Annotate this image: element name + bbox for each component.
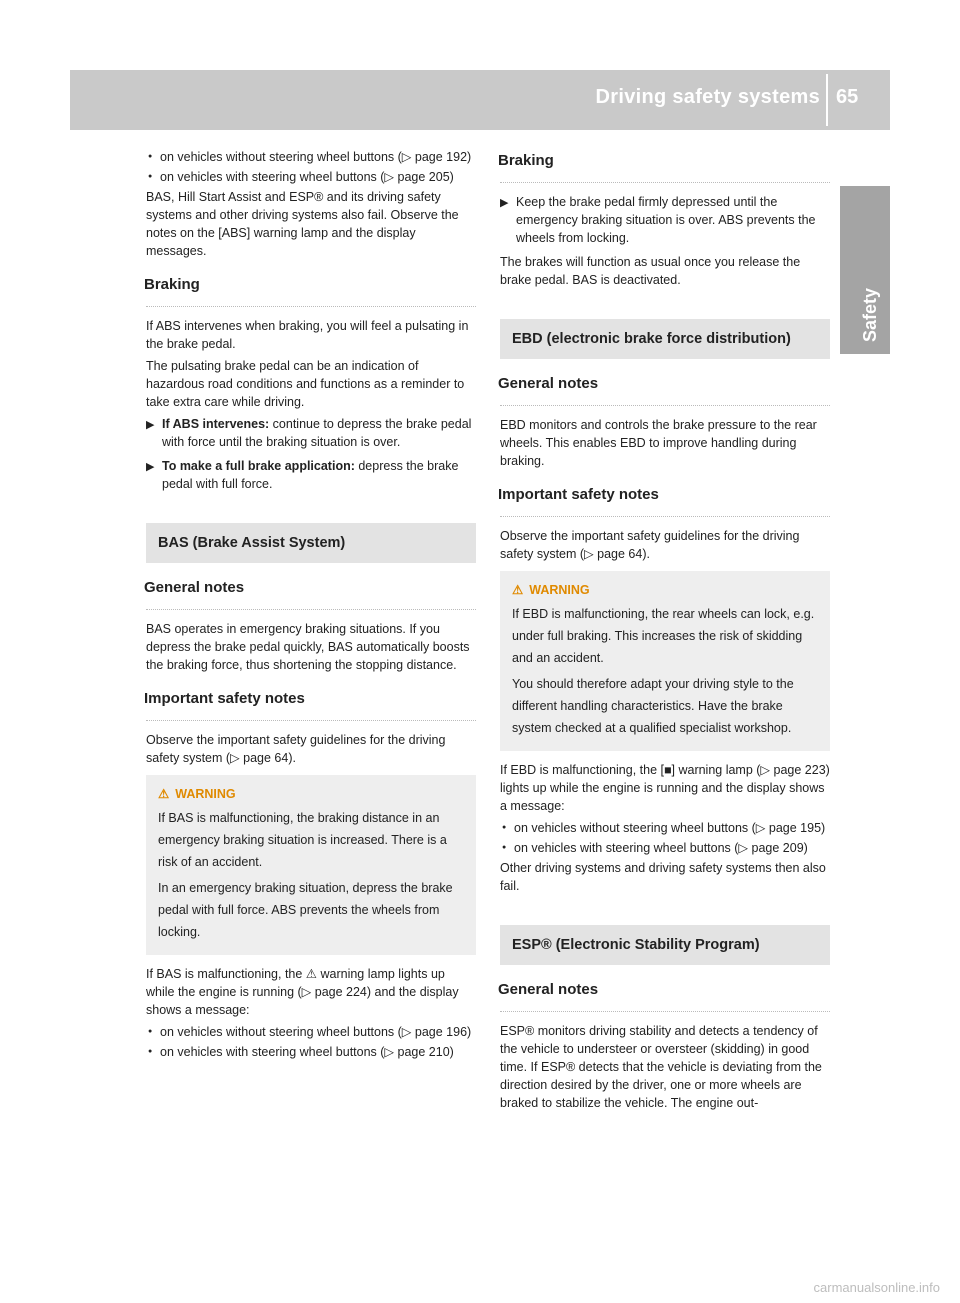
- list-item: ● on vehicles with steering wheel buttons (▷ page 205): [146, 168, 476, 186]
- watermark-footer: carmanualsonline.info: [813, 1280, 940, 1295]
- instruction-step: [500, 193, 830, 247]
- instruction-step-1: [146, 415, 476, 451]
- warning-triangle-icon: ⚠: [512, 583, 524, 597]
- warning-title-text: WARNING: [175, 787, 236, 801]
- side-tab-label: Safety: [860, 287, 880, 342]
- arrow-icon: ▶: [146, 419, 155, 431]
- braking-paragraph-1: If ABS intervenes when braking, you will feel a pulsating in the brake pedal.: [146, 319, 469, 351]
- list-item: ● on vehicles with steering wheel buttons (▷ page 209): [500, 839, 830, 857]
- section-bar-esp: ESP® (Electronic Stability Program): [500, 925, 830, 965]
- right-column: [500, 148, 830, 1116]
- page-number: 65: [836, 86, 859, 108]
- warning-paragraph-2: You should therefore adapt your driving style to the different handling characteristics. Have the brake system checked at a qualified specialist workshop.: [512, 677, 794, 735]
- divider: [146, 720, 476, 721]
- warning-triangle-icon: ⚠: [158, 787, 170, 801]
- warning-box: [146, 775, 476, 955]
- general-notes-heading: General notes: [498, 375, 599, 392]
- braking-paragraph-2: The pulsating brake pedal can be an indication of hazardous road conditions and functions as a reminder to take extra care while driving.: [146, 359, 465, 409]
- malfunction-after-text: Other driving systems and driving safety systems then also fail.: [500, 861, 826, 893]
- safety-text: Observe the important safety guidelines for the driving safety system (▷ page 64).: [500, 529, 800, 561]
- warning-title: [512, 579, 818, 601]
- instruction-step-2: [146, 457, 476, 493]
- divider: [146, 609, 476, 610]
- step-text: depress the brake pedal with full force.: [162, 459, 459, 491]
- braking-heading: Braking: [498, 152, 554, 169]
- list-item: ● on vehicles without steering wheel buttons (▷ page 196): [146, 1023, 476, 1041]
- malfunction-bullets: [500, 819, 830, 857]
- intro-bullets: [146, 148, 476, 186]
- header-separator: [826, 74, 828, 126]
- divider: [500, 182, 830, 183]
- warning-title: [158, 783, 464, 805]
- intro-text: BAS, Hill Start Assist and ESP® and its driving safety systems and other driving systems also fail. Observe the notes on the [ABS] warning lamp and the display messages.: [146, 190, 459, 258]
- esp-text: ESP® monitors driving stability and detects a tendency of the vehicle to understeer or oversteer (skidding) in good time. If ESP® detects that the vehicle is deviating from the direction desired by the driver, one or more wheels are braked to stabilize the vehicle. The engine out-: [500, 1024, 822, 1110]
- section-bar-ebd: EBD (electronic brake force distribution): [500, 319, 830, 359]
- malfunction-text: If EBD is malfunctioning, the [■] warning lamp (▷ page 223) lights up while the engine is running and the display shows a message:: [500, 763, 830, 813]
- divider: [500, 405, 830, 406]
- safety-text: Observe the important safety guidelines for the driving safety system (▷ page 64).: [146, 733, 446, 765]
- malfunction-text: If BAS is malfunctioning, the ⚠ warning lamp lights up while the engine is running (▷ page 224) and the display shows a message:: [146, 967, 459, 1017]
- warning-title-text: WARNING: [529, 583, 590, 597]
- braking-after-text: The brakes will function as usual once you release the brake pedal. BAS is deactivated.: [500, 255, 801, 287]
- divider: [500, 1011, 830, 1012]
- side-tab: [840, 186, 890, 354]
- step-text: Keep the brake pedal firmly depressed until the emergency braking situation is over. ABS prevents the wheels from locking.: [516, 195, 816, 245]
- arrow-icon: ▶: [146, 461, 155, 473]
- list-item: ● on vehicles with steering wheel buttons (▷ page 210): [146, 1043, 476, 1061]
- warning-paragraph-1: If BAS is malfunctioning, the braking distance in an emergency braking situation is increased. There is a risk of an accident.: [158, 811, 447, 869]
- ebd-text: EBD monitors and controls the brake pressure to the rear wheels. This enables EBD to improve handling during braking.: [500, 418, 817, 468]
- step-text: continue to depress the brake pedal with force until the braking situation is over.: [162, 417, 472, 449]
- bas-text: BAS operates in emergency braking situations. If you depress the brake pedal quickly, BAS automatically boosts the braking force, thus shortening the stopping distance.: [146, 622, 470, 672]
- braking-heading: Braking: [144, 276, 200, 293]
- safety-notes-heading: Important safety notes: [144, 690, 305, 707]
- list-item: ● on vehicles without steering wheel buttons (▷ page 195): [500, 819, 830, 837]
- warning-paragraph-1: If EBD is malfunctioning, the rear wheels can lock, e.g. under full braking. This increases the risk of skidding and an accident.: [512, 607, 815, 665]
- warning-box: [500, 571, 830, 751]
- divider: [146, 306, 476, 307]
- list-item: ● on vehicles without steering wheel buttons (▷ page 192): [146, 148, 476, 166]
- arrow-icon: ▶: [500, 197, 509, 209]
- section-bar-bas: BAS (Brake Assist System): [146, 523, 476, 563]
- step-bold: To make a full brake application:: [162, 459, 355, 473]
- divider: [500, 516, 830, 517]
- safety-notes-heading: Important safety notes: [498, 486, 659, 503]
- esp-general-notes-heading: General notes: [498, 981, 599, 998]
- page-header-title: Driving safety systems: [595, 86, 820, 108]
- malfunction-bullets: [146, 1023, 476, 1061]
- warning-paragraph-2: In an emergency braking situation, depress the brake pedal with full force. ABS prevents the wheels from locking.: [158, 881, 453, 939]
- left-column: [146, 148, 476, 1063]
- general-notes-heading: General notes: [144, 579, 245, 596]
- step-bold: If ABS intervenes:: [162, 417, 270, 431]
